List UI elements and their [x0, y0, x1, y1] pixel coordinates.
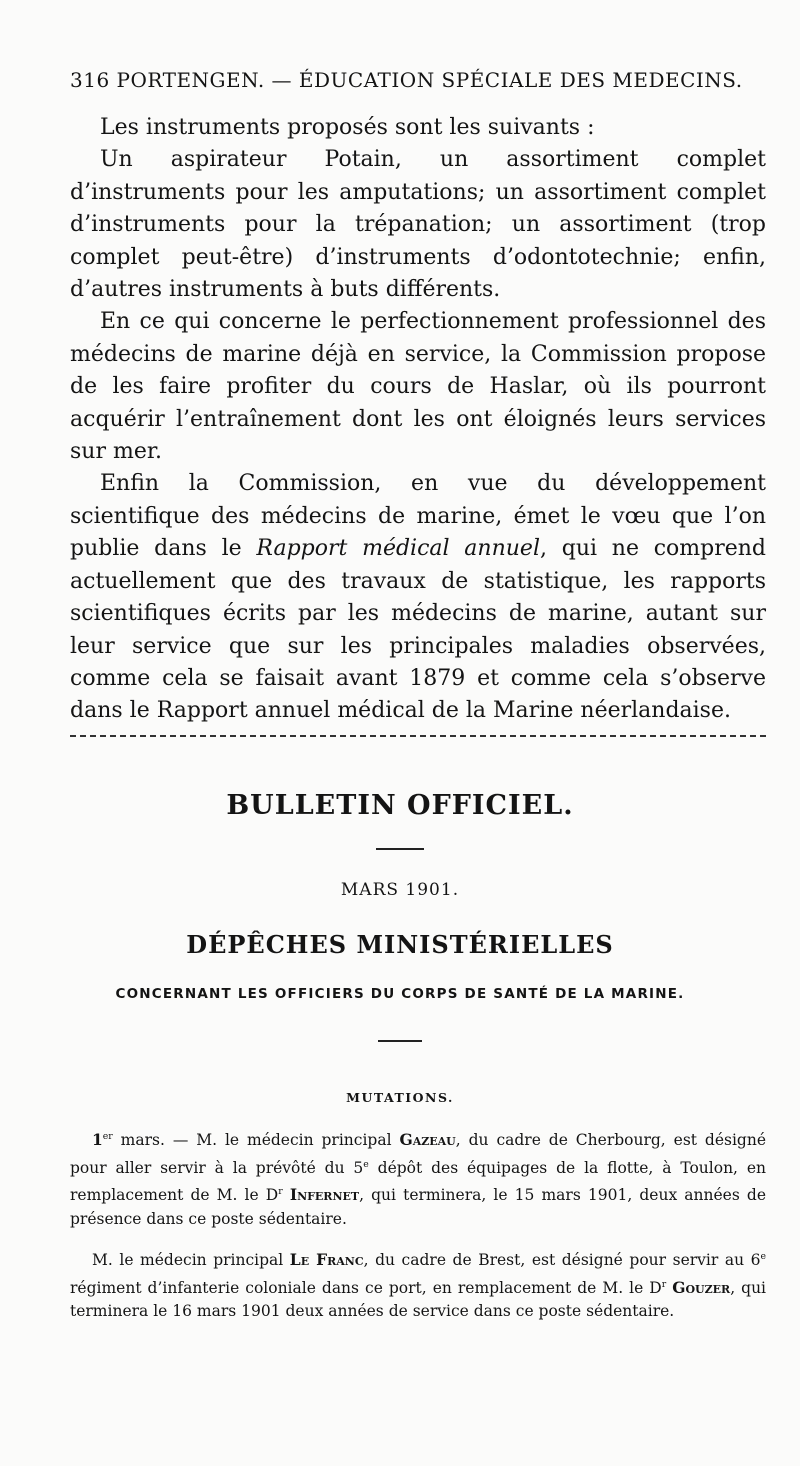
section-subtitle: CONCERNANT LES OFFICIERS DU CORPS DE SANTÉ DE LA MARINE.: [115, 986, 685, 1002]
officer-name: Gazeau: [399, 1130, 456, 1150]
article-body: [70, 112, 766, 728]
running-header: [70, 68, 743, 92]
officer-name: Le Franc: [289, 1250, 364, 1270]
officer-name: Infernet: [289, 1185, 360, 1205]
bulletin-date: MARS 1901.: [340, 880, 460, 900]
page-number: 316: [70, 68, 110, 92]
notice-2: M. le médecin principal Le Franc, du cadre de Brest, est désigné pour servir au 6e régiment d’infanterie coloniale dans ce port, en remplacement de M. le $D^r$ Gouzer, qui terminera le 16 mars 1901 deux années de service dans ce poste sédentaire.: [70, 1250, 767, 1321]
section-title: DÉPÊCHES MINISTÉRIELLES: [186, 930, 614, 959]
paragraph-3: En ce qui concerne le perfectionnement professionnel des médecins de marine déjà en service, la Commission propose de les faire profiter du cours de Haslar, où ils pourront acquérir l’entraînement dont les ont éloignés leurs services sur mer.: [70, 309, 766, 465]
paragraph-1: Les instruments proposés sont les suivants :: [100, 115, 595, 140]
bulletin-title: BULLETIN OFFICIEL.: [226, 790, 574, 821]
section-separator: [70, 735, 766, 737]
officer-name: Gouzer: [672, 1277, 731, 1297]
paragraph-4: [70, 468, 766, 727]
running-title: PORTENGEN. — ÉDUCATION SPÉCIALE DES MEDECINS.: [116, 68, 743, 92]
subtitle-rule: [378, 1040, 422, 1042]
notice-1: 1er mars. — M. le médecin principal Gazeau, du cadre de Cherbourg, est désigné pour aller servir à la prévôté du 5e dépôt des équipages de la flotte, à Toulon, en remplacement de M. le $D^r$ Infernet, qui terminera, le 15 mars 1901, deux années de présence dans ce poste sédentaire.: [70, 1130, 767, 1228]
paragraph-4-end: , qui ne comprend actuellement que des travaux de statistique, les rapports scientifiques écrits par les médecins de marine, autant sur leur service que sur les principales maladies observées, comme cela se faisait avant 1879 et comme cela s’observe dans le Rapport annuel médical de la Marine néerlandaise.: [70, 536, 767, 724]
mutations-heading: MUTATIONS.: [346, 1090, 454, 1105]
paragraph-2: Un aspirateur Potain, un assortiment complet d’instruments pour les amputations; un assortiment complet d’instruments pour la trépanation; un assortiment (trop complet peut-être) d’instruments d’odontotechnie; enfin, d’autres instruments à buts différents.: [70, 147, 766, 303]
notice-1-day: 1: [92, 1130, 103, 1150]
paragraph-4-start: Enfin la Commission, en vue du développement scientifique des médecins de marine, émet le vœu que l’on publie dans le: [70, 471, 766, 562]
title-rule: [376, 848, 424, 850]
report-title: Rapport médical annuel: [256, 536, 540, 562]
